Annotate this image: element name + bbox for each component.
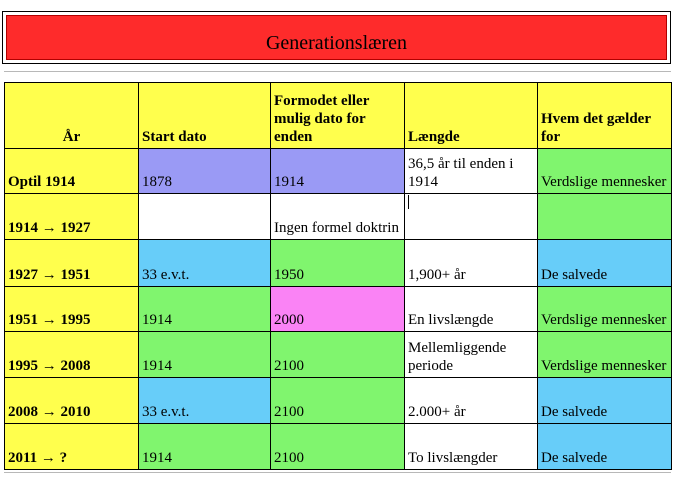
- length-cell[interactable]: [405, 194, 538, 240]
- header-cell-length: Længde: [405, 83, 538, 149]
- table-row: [5, 378, 672, 424]
- end-cell: Ingen formel doktrin: [271, 194, 405, 240]
- header-cell-end: Formodet eller mulig dato for enden: [271, 83, 405, 149]
- who-cell: De salvede: [538, 424, 672, 470]
- page-title: Generationslæren: [265, 32, 408, 54]
- header-cell-year: År: [5, 83, 139, 149]
- length-cell: 2.000+ år: [405, 378, 538, 424]
- end-cell: 2000: [271, 287, 405, 332]
- year-cell: 1995 → 2008: [5, 332, 139, 378]
- year-cell: Optil 1914: [5, 149, 139, 194]
- end-cell: 1950: [271, 240, 405, 287]
- start-cell: [139, 194, 271, 240]
- title-bar: [6, 15, 667, 60]
- start-cell: 33 e.v.t.: [139, 378, 271, 424]
- end-cell: 2100: [271, 378, 405, 424]
- text-cursor: [408, 195, 409, 209]
- start-cell: 1914: [139, 424, 271, 470]
- start-cell: 1914: [139, 287, 271, 332]
- who-cell: De salvede: [538, 240, 672, 287]
- start-cell: 1914: [139, 332, 271, 378]
- divider: [4, 472, 671, 473]
- end-cell: 2100: [271, 424, 405, 470]
- length-cell: To livslængder: [405, 424, 538, 470]
- generation-table: [4, 82, 672, 470]
- year-cell: 2011 → ?: [5, 424, 139, 470]
- length-cell: En livslængde: [405, 287, 538, 332]
- table-row: [5, 194, 672, 240]
- start-cell: 33 e.v.t.: [139, 240, 271, 287]
- title-frame: [2, 11, 671, 64]
- divider: [4, 71, 671, 72]
- year-cell: 1951 → 1995: [5, 287, 139, 332]
- table-row: [5, 424, 672, 470]
- header-cell-who: Hvem det gælder for: [538, 83, 672, 149]
- length-cell: 1,900+ år: [405, 240, 538, 287]
- length-cell: 36,5 år til enden i 1914: [405, 149, 538, 194]
- length-cell: Mellemliggende periode: [405, 332, 538, 378]
- table-row: [5, 332, 672, 378]
- end-cell: 1914: [271, 149, 405, 194]
- who-cell: [538, 194, 672, 240]
- year-cell: 2008 → 2010: [5, 378, 139, 424]
- who-cell: Verdslige mennesker: [538, 149, 672, 194]
- table-header-row: [5, 83, 672, 149]
- end-cell: 2100: [271, 332, 405, 378]
- table-row: [5, 287, 672, 332]
- who-cell: Verdslige mennesker: [538, 287, 672, 332]
- year-cell: 1927 → 1951: [5, 240, 139, 287]
- table-row: [5, 149, 672, 194]
- year-cell: 1914 → 1927: [5, 194, 139, 240]
- who-cell: De salvede: [538, 378, 672, 424]
- table-row: [5, 240, 672, 287]
- start-cell: 1878: [139, 149, 271, 194]
- header-cell-start: Start dato: [139, 83, 271, 149]
- who-cell: Verdslige mennesker: [538, 332, 672, 378]
